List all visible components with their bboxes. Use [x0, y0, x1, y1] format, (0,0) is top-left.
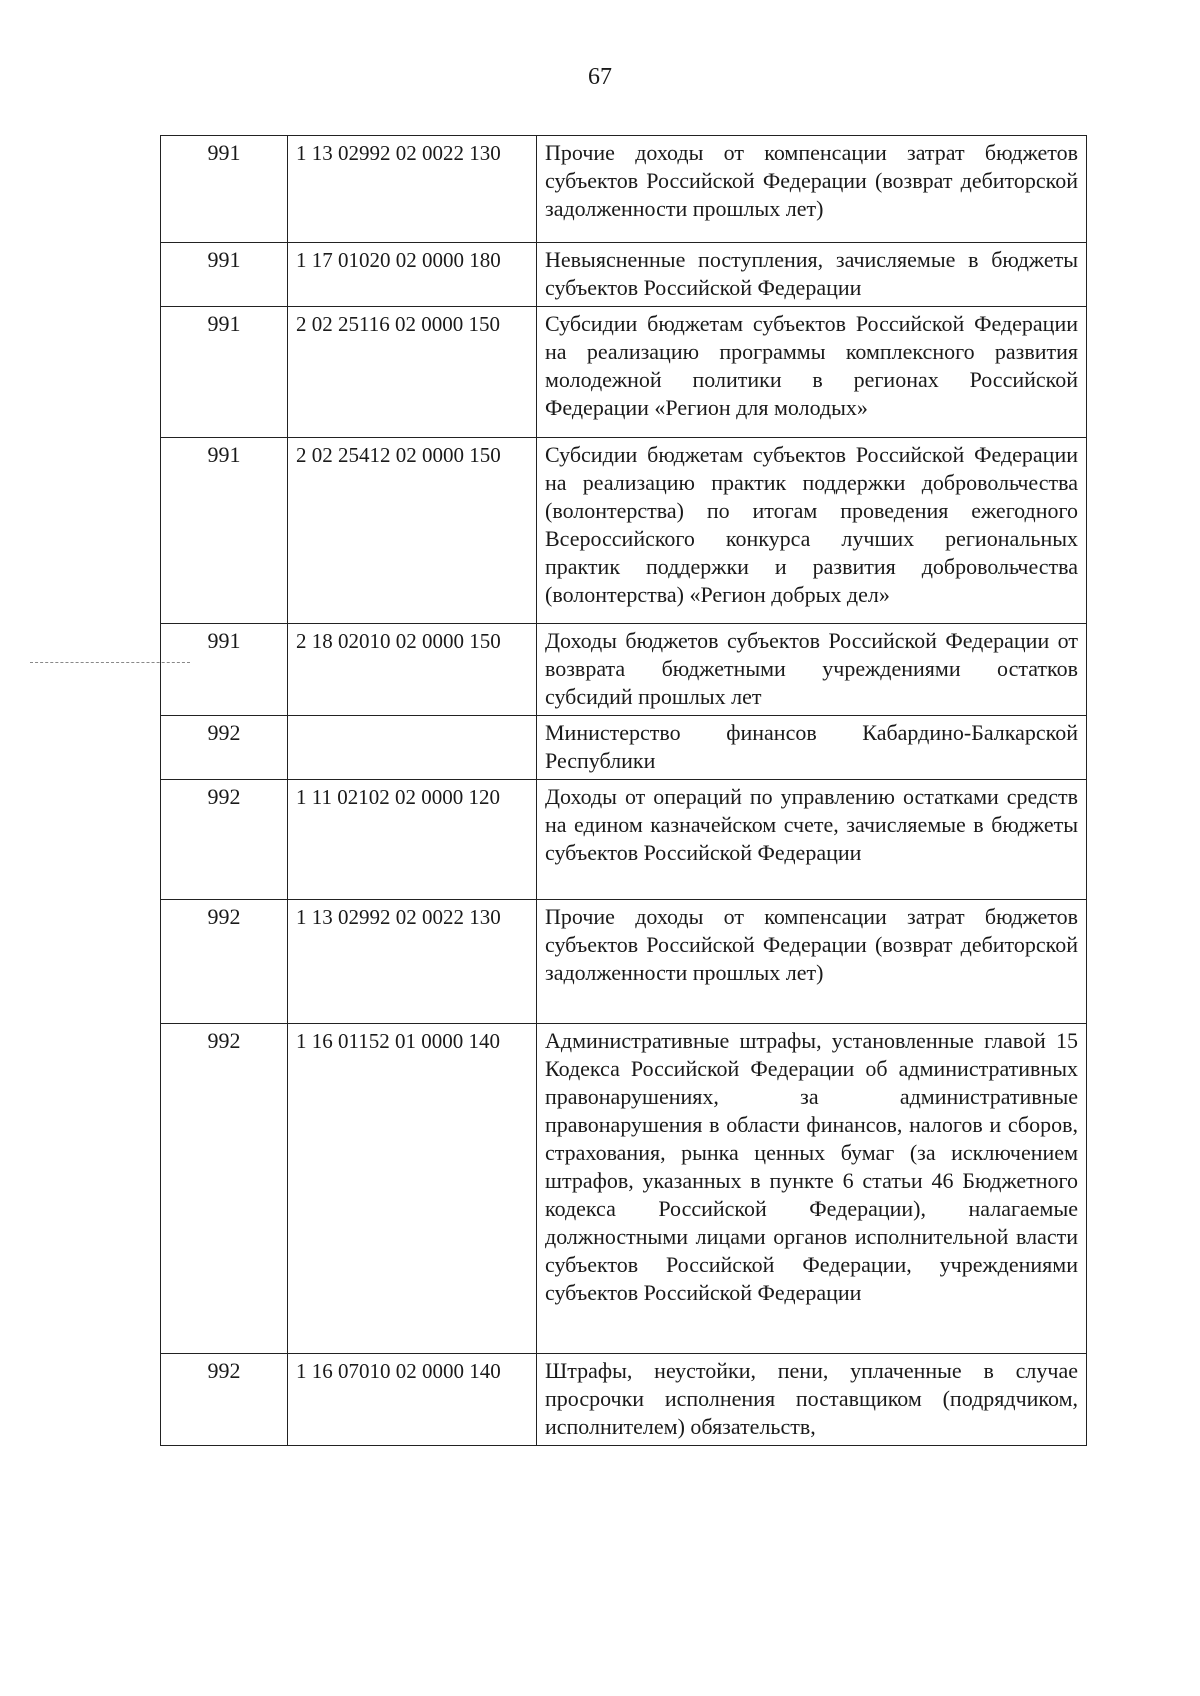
table-row [161, 780, 1087, 900]
table-row [161, 716, 1087, 780]
admin-code-cell: 991 [161, 307, 288, 438]
admin-code-cell: 992 [161, 716, 288, 780]
page-number: 67 [588, 64, 612, 90]
revenue-name-cell: Прочие доходы от компенсации затрат бюджетов субъектов Российской Федерации (возврат дебиторской задолженности прошлых лет) [537, 900, 1087, 1024]
budget-code-cell: 2 02 25412 02 0000 150 [288, 438, 537, 624]
admin-code-cell: 991 [161, 136, 288, 243]
admin-code-cell: 992 [161, 1024, 288, 1354]
revenue-name-cell: Субсидии бюджетам субъектов Российской Федерации на реализацию программы комплексного развития молодежной политики в регионах Российской Федерации «Регион для молодых» [537, 307, 1087, 438]
revenue-codes-table [160, 135, 1087, 1446]
table-row [161, 243, 1087, 307]
revenue-name-cell: Штрафы, неустойки, пени, уплаченные в случае просрочки исполнения поставщиком (подрядчиком, исполнителем) обязательств, [537, 1354, 1087, 1446]
revenue-name-cell: Административные штрафы, установленные главой 15 Кодекса Российской Федерации об административных правонарушениях, за административные правонарушения в области финансов, налогов и сборов, страхования, рынка ценных бумаг (за исключением штрафов, указанных в пункте 6 статьи 46 Бюджетного кодекса Российской Федерации), налагаемые должностными лицами органов исполнительной власти субъектов Российской Федерации, учреждениями субъектов Российской Федерации [537, 1024, 1087, 1354]
budget-code-cell: 2 18 02010 02 0000 150 [288, 624, 537, 716]
table-row [161, 1354, 1087, 1446]
budget-code-cell: 1 16 01152 01 0000 140 [288, 1024, 537, 1354]
admin-code-cell: 991 [161, 438, 288, 624]
admin-code-cell: 991 [161, 624, 288, 716]
revenue-name-cell: Прочие доходы от компенсации затрат бюджетов субъектов Российской Федерации (возврат дебиторской задолженности прошлых лет) [537, 136, 1087, 243]
table-row [161, 307, 1087, 438]
table-row [161, 136, 1087, 243]
revenue-name-cell: Доходы бюджетов субъектов Российской Федерации от возврата бюджетными учреждениями остатков субсидий прошлых лет [537, 624, 1087, 716]
admin-code-cell: 992 [161, 1354, 288, 1446]
revenue-name-cell: Министерство финансов Кабардино-Балкарской Республики [537, 716, 1087, 780]
table-row [161, 438, 1087, 624]
budget-code-cell: 1 13 02992 02 0022 130 [288, 900, 537, 1024]
budget-code-cell [288, 716, 537, 780]
admin-code-cell: 992 [161, 780, 288, 900]
table-row [161, 900, 1087, 1024]
budget-code-cell: 2 02 25116 02 0000 150 [288, 307, 537, 438]
revenue-name-cell: Невыясненные поступления, зачисляемые в бюджеты субъектов Российской Федерации [537, 243, 1087, 307]
admin-code-cell: 992 [161, 900, 288, 1024]
table-row [161, 624, 1087, 716]
budget-code-cell: 1 11 02102 02 0000 120 [288, 780, 537, 900]
budget-code-cell: 1 13 02992 02 0022 130 [288, 136, 537, 243]
revenue-name-cell: Субсидии бюджетам субъектов Российской Федерации на реализацию практик поддержки добровольчества (волонтерства) по итогам проведения ежегодного Всероссийского конкурса лучших региональных практик поддержки и развития добровольчества (волонтерства) «Регион добрых дел» [537, 438, 1087, 624]
budget-code-cell: 1 17 01020 02 0000 180 [288, 243, 537, 307]
budget-code-cell: 1 16 07010 02 0000 140 [288, 1354, 537, 1446]
table-row [161, 1024, 1087, 1354]
revenue-name-cell: Доходы от операций по управлению остатками средств на едином казначейском счете, зачисляемые в бюджеты субъектов Российской Федерации [537, 780, 1087, 900]
admin-code-cell: 991 [161, 243, 288, 307]
